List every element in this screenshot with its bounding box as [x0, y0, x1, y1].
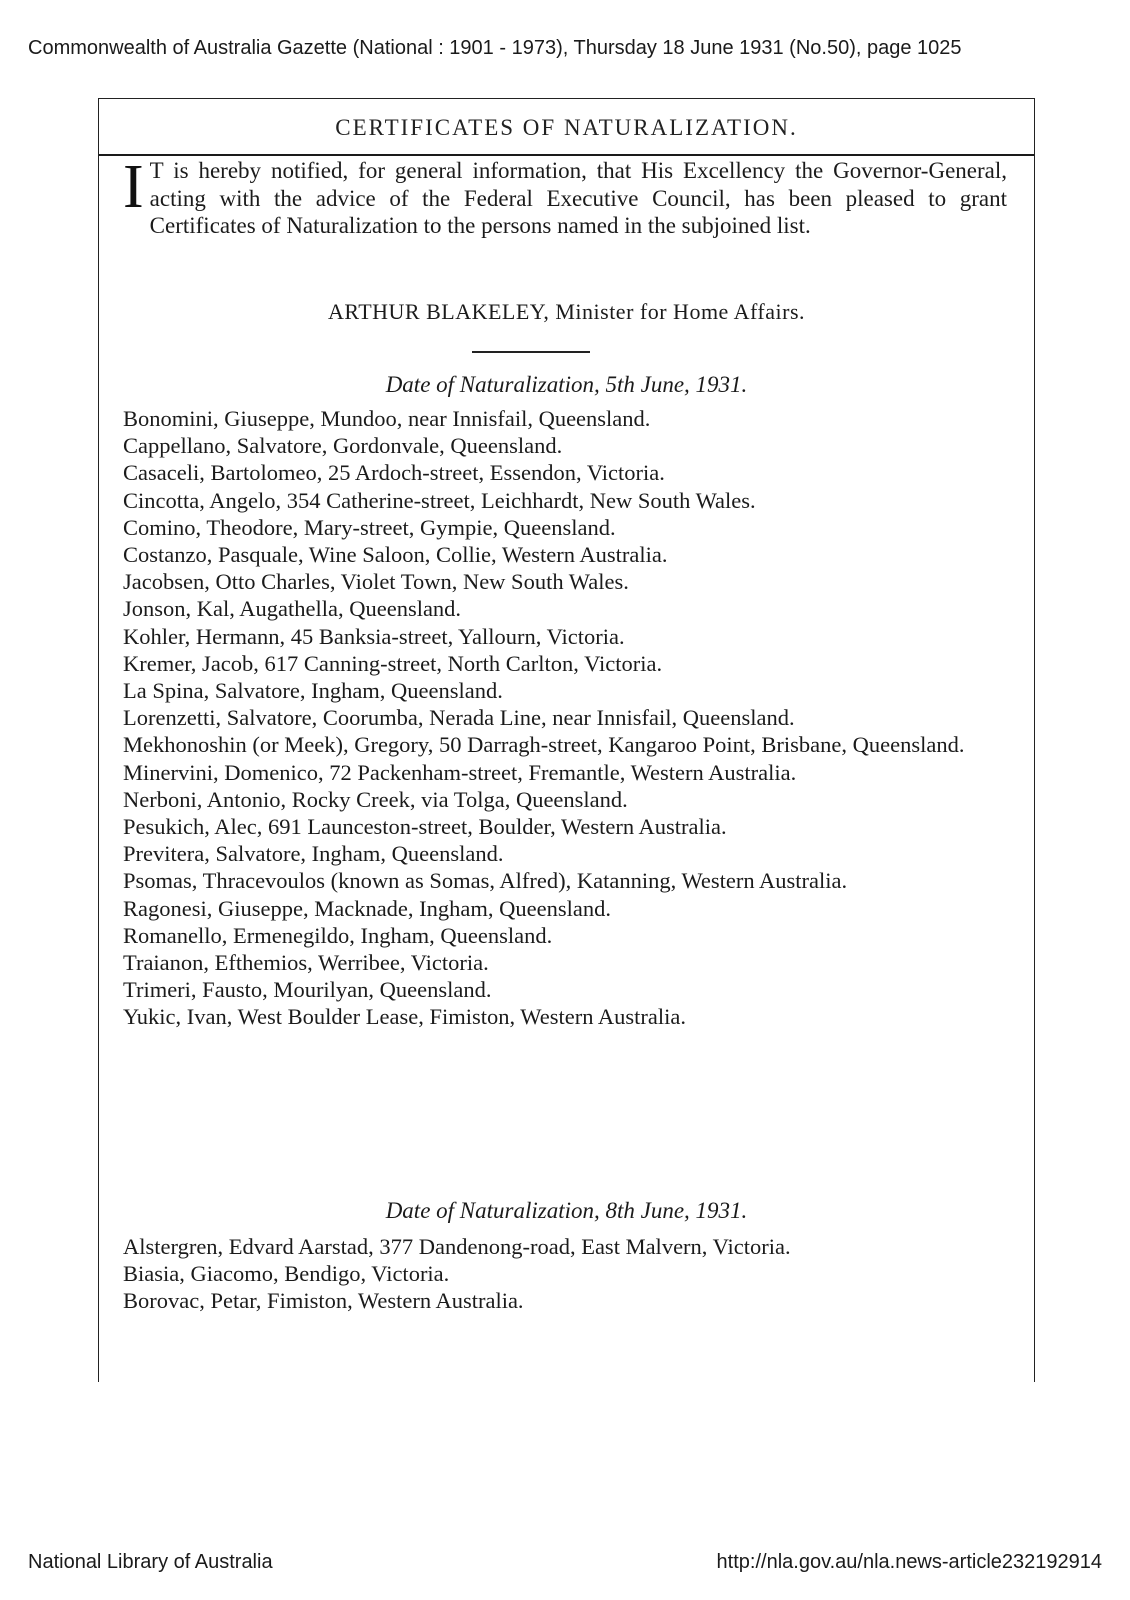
- list-item: Romanello, Ermenegildo, Ingham, Queensland.: [123, 922, 553, 948]
- naturalization-list-8th-june: [123, 1233, 1007, 1315]
- list-item: Trimeri, Fausto, Mourilyan, Queensland.: [123, 977, 492, 1003]
- title-divider: [99, 154, 1034, 156]
- date-heading-5th-june: Date of Naturalization, 5th June, 1931.: [385, 372, 748, 397]
- footer-library-name: National Library of Australia: [28, 1551, 273, 1573]
- list-item: Nerboni, Antonio, Rocky Creek, via Tolga, Queensland.: [123, 786, 628, 812]
- list-item: Mekhonoshin (or Meek), Gregory, 50 Darragh-street, Kangaroo Point, Brisbane, Queensland.: [123, 732, 965, 758]
- list-item: Lorenzetti, Salvatore, Coorumba, Nerada Line, near Innisfail, Queensland.: [123, 705, 795, 731]
- list-item: Bonomini, Giuseppe, Mundoo, near Innisfail, Queensland.: [123, 406, 651, 431]
- list-item: Minervini, Domenico, 72 Packenham-street, Fremantle, Western Australia.: [123, 759, 797, 785]
- list-item: Kohler, Hermann, 45 Banksia-street, Yallourn, Victoria.: [123, 623, 625, 649]
- list-item: Comino, Theodore, Mary-street, Gympie, Queensland.: [123, 514, 616, 540]
- list-item: Costanzo, Pasquale, Wine Saloon, Collie, Western Australia.: [123, 542, 668, 568]
- list-item: Psomas, Thracevoulos (known as Somas, Alfred), Katanning, Western Australia.: [123, 868, 848, 894]
- list-item: Jacobsen, Otto Charles, Violet Town, New South Wales.: [123, 569, 629, 595]
- section-divider: [472, 351, 590, 353]
- article-title: CERTIFICATES OF NATURALIZATION.: [335, 115, 798, 140]
- clipping-cut-edge: [99, 1370, 1034, 1382]
- list-item: Kremer, Jacob, 617 Canning-street, North Carlton, Victoria.: [123, 650, 663, 676]
- intro-text: T is hereby notified, for general information, that His Excellency the Governor-General, acting with the advice of the Federal Executive Council, has been pleased to grant Certificates of Naturalization to the persons named in the subjoined list.: [149, 158, 1007, 238]
- list-item: Casaceli, Bartolomeo, 25 Ardoch-street, Essendon, Victoria.: [123, 460, 665, 486]
- list-item: Biasia, Giacomo, Bendigo, Victoria.: [123, 1261, 450, 1287]
- list-item: Ragonesi, Giuseppe, Macknade, Ingham, Queensland.: [123, 895, 611, 921]
- minister-signature: ARTHUR BLAKELEY, Minister for Home Affairs.: [327, 299, 806, 324]
- list-item: La Spina, Salvatore, Ingham, Queensland.: [123, 678, 503, 704]
- page-citation-header: Commonwealth of Australia Gazette (National : 1901 - 1973), Thursday 18 June 1931 (No.50), page 1025: [28, 37, 962, 59]
- list-item: Jonson, Kal, Augathella, Queensland.: [123, 596, 462, 622]
- list-item: Borovac, Petar, Fimiston, Western Australia.: [123, 1288, 524, 1314]
- list-item: Traianon, Efthemios, Werribee, Victoria.: [123, 950, 489, 976]
- list-item: Previtera, Salvatore, Ingham, Queensland.: [123, 841, 504, 867]
- list-item: Cincotta, Angelo, 354 Catherine-street, Leichhardt, New South Wales.: [123, 487, 756, 513]
- list-item: Cappellano, Salvatore, Gordonvale, Queensland.: [123, 433, 563, 459]
- naturalization-list-5th-june: [123, 405, 1007, 1031]
- list-item: Pesukich, Alec, 691 Launceston-street, Boulder, Western Australia.: [123, 814, 727, 840]
- intro-dropcap: I: [123, 153, 144, 221]
- date-heading-8th-june: Date of Naturalization, 8th June, 1931.: [385, 1198, 748, 1223]
- footer-article-url[interactable]: http://nla.gov.au/nla.news-article232192914: [716, 1551, 1102, 1573]
- list-item: Alstergren, Edvard Aarstad, 377 Dandenong-road, East Malvern, Victoria.: [123, 1234, 791, 1259]
- article-clipping: [98, 98, 1035, 1382]
- list-item: Yukic, Ivan, West Boulder Lease, Fimiston, Western Australia.: [123, 1004, 686, 1030]
- intro-paragraph: [123, 153, 1007, 240]
